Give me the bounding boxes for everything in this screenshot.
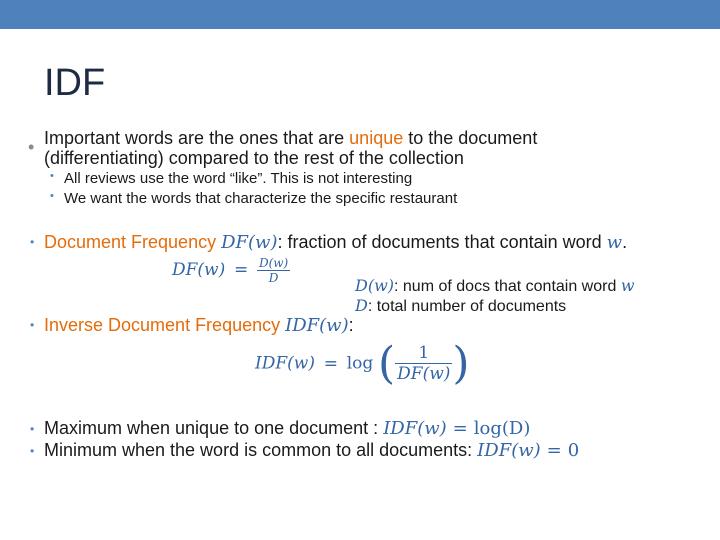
colon: :: [348, 315, 354, 335]
top-accent-bar: [0, 0, 720, 29]
highlight-unique: unique: [349, 128, 404, 148]
point-inverse-document-frequency: [44, 315, 354, 336]
zero-value: 0: [567, 440, 580, 461]
point-important-words-line2: (differentiating) compared to the rest of the collection: [44, 148, 464, 168]
legend-dw: [355, 277, 635, 296]
legend-w-math: w: [620, 276, 635, 295]
idf-fraction: [395, 343, 452, 384]
point-text: Minimum when the word is common to all documents:: [44, 440, 478, 460]
bullet-dot: •: [30, 422, 35, 436]
equals-sign: =: [233, 259, 249, 280]
sub-bullet-dot: •: [50, 190, 54, 202]
log-d: log(D): [473, 418, 531, 439]
point-document-frequency: [44, 232, 627, 253]
bullet-dot: •: [30, 318, 35, 332]
idf-fraction-numerator: 1: [395, 343, 452, 364]
df-fraction-numerator: D(w): [258, 256, 289, 270]
idf-math: IDF(w): [383, 418, 447, 439]
df-label: Document Frequency: [44, 232, 222, 252]
left-paren: (: [377, 338, 396, 389]
idf-math: IDF(w): [285, 315, 349, 336]
period: .: [622, 232, 628, 252]
sub-bullet-dot: •: [50, 170, 54, 182]
legend-d-math: D: [355, 296, 368, 315]
legend-d: [355, 297, 566, 316]
df-description: : fraction of documents that contain word: [277, 232, 607, 252]
df-math: DF(w): [221, 232, 278, 253]
point-important-words: [44, 128, 537, 148]
equals-sign: =: [323, 353, 338, 374]
point-text: to the document: [403, 128, 538, 148]
word-w-math: w: [606, 232, 623, 253]
bullet-dot: •: [28, 137, 35, 157]
idf-fraction-denominator: DF(w): [397, 364, 451, 384]
bullet-dot: •: [30, 235, 35, 249]
idf-formula: [255, 338, 470, 394]
idf-math: IDF(w): [477, 440, 541, 461]
df-formula-lhs: DF(w): [172, 259, 226, 280]
df-formula: [172, 256, 290, 285]
legend-dw-math: D(w): [355, 276, 395, 295]
idf-formula-lhs: IDF(w): [255, 353, 315, 374]
sub-point-like: All reviews use the word “like”. This is not interesting: [64, 170, 413, 187]
idf-label: Inverse Document Frequency: [44, 315, 286, 335]
log-function: log: [346, 353, 374, 374]
sub-point-characterize: We want the words that characterize the specific restaurant: [64, 190, 458, 207]
point-minimum: [44, 440, 579, 461]
legend-d-text: : total number of documents: [367, 298, 567, 315]
equals-sign: =: [452, 418, 468, 439]
df-fraction: [257, 256, 290, 285]
bullet-dot: •: [30, 444, 35, 458]
right-paren: ): [452, 338, 470, 389]
point-text: Important words are the ones that are: [44, 128, 350, 148]
equals-sign: =: [546, 440, 562, 461]
slide-title: IDF: [44, 62, 106, 104]
df-fraction-denominator: D: [268, 271, 279, 285]
point-text: Maximum when unique to one document :: [44, 418, 384, 438]
point-maximum: [44, 418, 530, 439]
legend-dw-text: : num of docs that contain word: [394, 278, 621, 295]
